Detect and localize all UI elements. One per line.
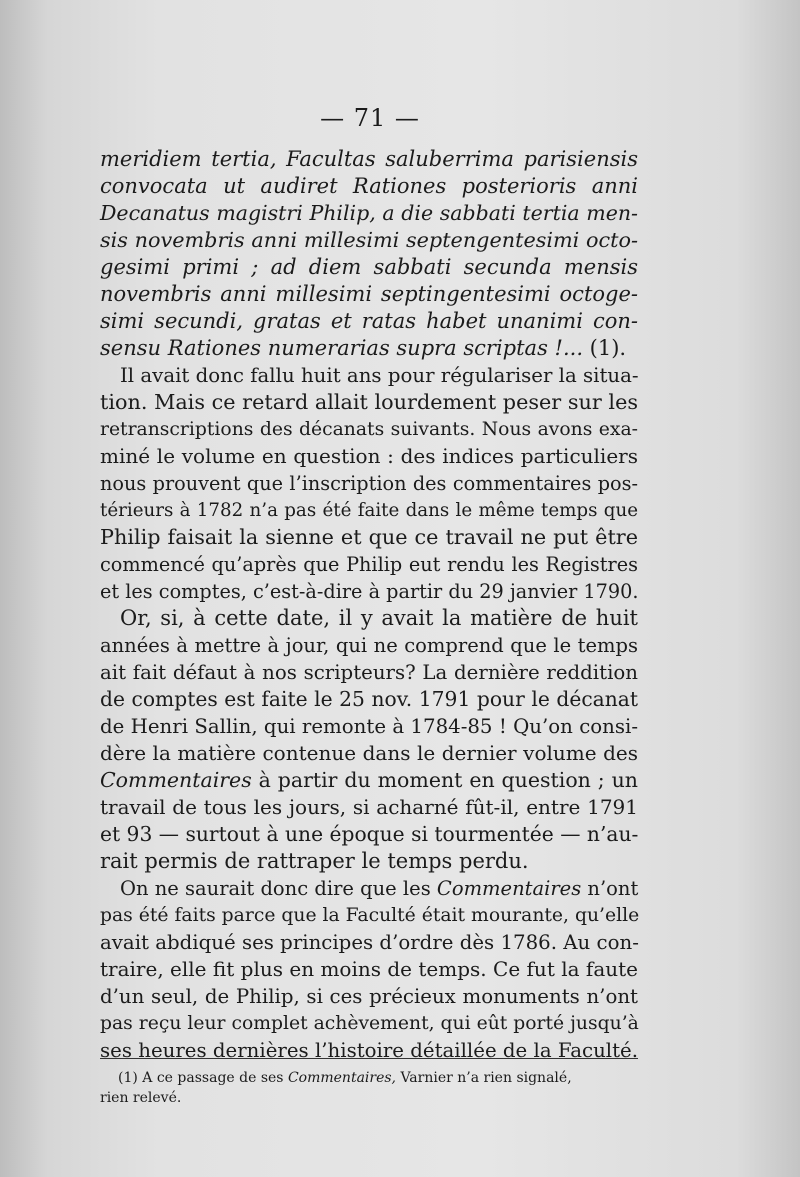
text-line: de Henri Sallin, qui remonte à 1784-85 ! Qu’on consi- [100, 715, 638, 738]
text-line: simi secundi, gratas et ratas habet unanimi con- [100, 309, 638, 333]
footnote-rule [100, 1058, 638, 1059]
page-number: — 71 — [320, 104, 420, 132]
text-line: gesimi primi ; ad diem sabbati secunda mensis [100, 255, 638, 279]
text-line: Or, si, à cette date, il y avait la matière de huit [120, 606, 638, 630]
text-line: Decanatus magistri Philip, a die sabbati tertia men- [100, 201, 638, 225]
text-line: Philip faisait la sienne et que ce travail ne put être [100, 525, 638, 549]
text-line: retranscriptions des décanats suivants. Nous avons exa- [100, 419, 638, 440]
main-text [100, 146, 638, 1064]
text-line: traire, elle fit plus en moins de temps. Ce fut la faute [100, 957, 638, 981]
text-line: convocata ut audiret Rationes posterioris anni [100, 174, 638, 198]
text-line: ait fait défaut à nos scripteurs? La dernière reddition [100, 661, 638, 684]
text-line: pas été faits parce que la Faculté était mourante, qu’elle [100, 905, 640, 926]
text-line: meridiem tertia, Facultas saluberrima parisiensis [100, 147, 638, 171]
commentaires-title: Commentaires [100, 768, 252, 792]
text-run: On ne saurait donc dire que les [120, 877, 437, 900]
text-run: à partir du moment en question ; un [251, 768, 638, 792]
text-line: térieurs à 1782 n’a pas été faite dans le même temps que [100, 500, 638, 521]
text-line [100, 335, 638, 362]
text-line: ses heures dernières l’histoire détaillée de la Faculté. [100, 1039, 639, 1062]
latin-quote-end: sensu Rationes numerarias supra scriptas !... [100, 336, 583, 360]
text-line: pas reçu leur complet achèvement, qui eût porté jusqu’à [100, 1013, 639, 1034]
text-line: travail de tous les jours, si acharné fût-il, entre 1791 [100, 795, 638, 819]
footnote-ref: (1). [583, 336, 627, 360]
text-line: nous prouvent que l’inscription des commentaires pos- [100, 472, 638, 495]
text-line: d’un seul, de Philip, si ces précieux monuments n’ont [100, 985, 638, 1008]
text-line: et 93 — surtout à une époque si tourmentée — n’au- [100, 822, 639, 846]
commentaires-title: Commentaires [436, 877, 582, 900]
text-line [100, 767, 638, 794]
commentaires-title: Commentaires, [287, 1070, 397, 1086]
text-line: Il avait donc fallu huit ans pour régulariser la situa- [120, 364, 639, 387]
text-line: tion. Mais ce retard allait lourdement peser sur les [100, 390, 638, 414]
text-line: commencé qu’après que Philip eut rendu les Registres [100, 553, 638, 576]
text-line: et les comptes, c’est-à-dire à partir du 29 janvier 1790. [100, 580, 639, 603]
footnote-line: rien relevé. [100, 1090, 182, 1106]
text-run: (1) A ce passage de ses [118, 1070, 288, 1086]
text-line: novembris anni millesimi septingentesimi octoge- [100, 282, 638, 306]
text-line: sis novembris anni millesimi septengentesimi octo- [100, 228, 638, 252]
footnote-line [100, 1068, 638, 1088]
text-line: avait abdiqué ses principes d’ordre dès 1786. Au con- [100, 931, 639, 954]
text-line: dère la matière contenue dans le dernier volume des [100, 741, 638, 765]
text-run: n’ont [581, 877, 639, 900]
text-line [100, 875, 638, 902]
text-line: miné le volume en question : des indices particuliers [100, 444, 638, 468]
text-run: Varnier n’a rien signalé, [396, 1070, 572, 1086]
text-line: de comptes est faite le 25 nov. 1791 pour le décanat [100, 687, 638, 711]
footnote [100, 1068, 638, 1108]
text-line: rait permis de rattraper le temps perdu. [100, 849, 529, 873]
text-line: années à mettre à jour, qui ne comprend que le temps [100, 634, 638, 657]
